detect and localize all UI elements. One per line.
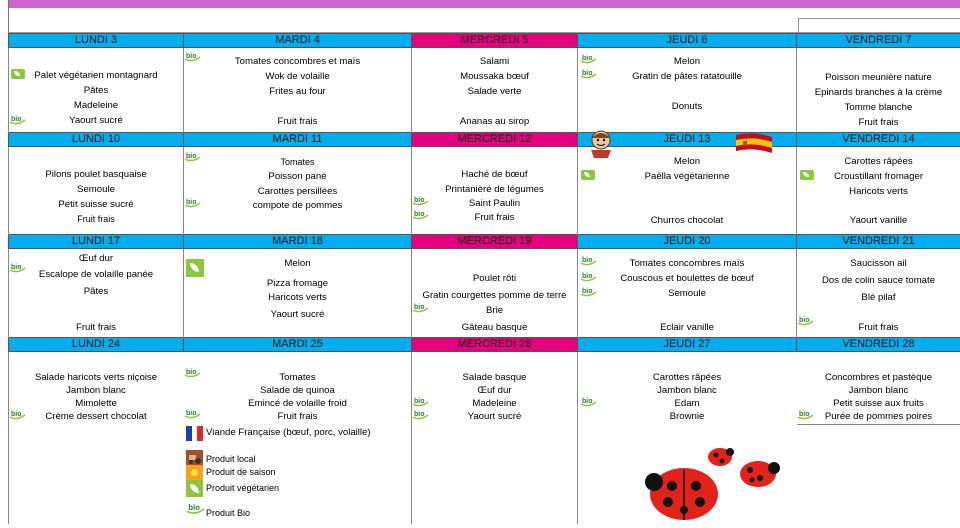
menu-item: Yaourt sucré bbox=[467, 411, 522, 422]
day-header: JEUDI 20 bbox=[578, 235, 797, 249]
menu-item: Haricots verts bbox=[268, 292, 327, 303]
menu-item: Poisson meunière nature bbox=[825, 72, 932, 83]
menu-item: Pâtes bbox=[83, 286, 109, 297]
menu-item: Fruit frais bbox=[858, 322, 899, 333]
day-header: LUNDI 10 bbox=[9, 133, 184, 147]
top-header-band bbox=[8, 0, 960, 8]
menu-item: Salami bbox=[479, 56, 510, 67]
menu-item: Tomates bbox=[280, 157, 315, 167]
svg-text:bio: bio bbox=[188, 503, 200, 513]
menu-item: Eclair vanille bbox=[660, 322, 714, 333]
day-header: MERCREDI 12 bbox=[412, 133, 578, 147]
menu-item: Saint Paulin bbox=[468, 198, 521, 209]
season-sun-icon bbox=[186, 465, 203, 480]
day-cell bbox=[412, 249, 578, 338]
day-cell bbox=[578, 147, 797, 235]
menu-item: Fruit frais bbox=[474, 212, 515, 223]
legend-local: Produit local bbox=[206, 454, 256, 464]
day-header: VENDREDI 21 bbox=[797, 235, 960, 249]
menu-item: Yaourt sucré bbox=[69, 115, 123, 126]
legend-bio: Produit Bio bbox=[206, 508, 251, 518]
menu-item: Croustillant fromager bbox=[833, 171, 924, 182]
menu-table bbox=[8, 33, 960, 524]
day-header: LUNDI 3 bbox=[9, 34, 184, 48]
day-cell bbox=[797, 147, 960, 235]
week-menu-row bbox=[9, 48, 960, 133]
svg-text:bio: bio bbox=[11, 411, 22, 418]
day-cell bbox=[184, 48, 412, 133]
menu-item: Purée de pommes poires bbox=[797, 411, 960, 425]
svg-text:bio: bio bbox=[186, 410, 197, 417]
menu-item: Escalope de volaille panée bbox=[38, 269, 154, 280]
menu-item: Pizza fromage bbox=[266, 278, 329, 289]
menu-item: Pilons poulet basquaise bbox=[45, 169, 147, 180]
menu-item: Carottes râpées bbox=[652, 372, 722, 383]
svg-text:bio: bio bbox=[414, 211, 425, 218]
mascot-icon bbox=[586, 128, 616, 158]
svg-text:bio: bio bbox=[414, 411, 425, 418]
svg-text:bio: bio bbox=[582, 273, 593, 280]
menu-item: Mimolette bbox=[75, 398, 117, 409]
menu-item: Palet végétarien montagnard bbox=[34, 70, 158, 81]
day-header: MERCREDI 19 bbox=[412, 235, 578, 249]
week-header-row bbox=[9, 133, 960, 147]
menu-item: Fruit frais bbox=[76, 322, 116, 333]
menu-item: Salade basque bbox=[462, 372, 527, 383]
menu-item: Poisson pané bbox=[268, 171, 327, 182]
menu-item: Tomme blanche bbox=[844, 102, 913, 113]
week-menu-row bbox=[9, 352, 960, 525]
menu-item: Yaourt sucré bbox=[270, 309, 325, 320]
menu-item: Salade de quinoa bbox=[260, 385, 335, 396]
day-cell bbox=[9, 249, 184, 338]
menu-item: Edam bbox=[674, 398, 700, 409]
menu-item: Dos de colin sauce tomate bbox=[821, 275, 936, 286]
day-header: MARDI 25 bbox=[184, 338, 412, 352]
svg-text:bio: bio bbox=[799, 317, 810, 324]
week-menu-row bbox=[9, 249, 960, 338]
day-header: LUNDI 17 bbox=[9, 235, 184, 249]
week-header-row bbox=[9, 338, 960, 352]
day-header: MARDI 18 bbox=[184, 235, 412, 249]
menu-item: Couscous et boulettes de bœuf bbox=[620, 273, 754, 284]
menu-item: Blé pilaf bbox=[861, 292, 896, 303]
bio-logo-icon bbox=[186, 502, 205, 515]
day-cell bbox=[9, 352, 184, 525]
menu-item: Madeleine bbox=[73, 100, 119, 111]
ladybug-illustration bbox=[636, 444, 786, 524]
day-cell bbox=[578, 249, 797, 338]
day-cell bbox=[578, 48, 797, 133]
day-cell bbox=[797, 48, 960, 133]
spanish-flag-icon bbox=[734, 133, 774, 155]
menu-item: Poulet rôti bbox=[472, 273, 517, 284]
menu-item: Fruit frais bbox=[277, 411, 318, 422]
menu-item: Madeleine bbox=[472, 398, 517, 409]
menu-item: Yaourt vanille bbox=[849, 215, 908, 226]
menu-item: Semoule bbox=[77, 184, 115, 195]
menu-item: Gratin de pâtes ratatouille bbox=[632, 71, 742, 82]
legend-season: Produit de saison bbox=[206, 467, 276, 477]
menu-item: compote de pommes bbox=[252, 200, 343, 211]
day-header: MERCREDI 5 bbox=[412, 34, 578, 48]
svg-text:bio: bio bbox=[414, 197, 425, 204]
day-cell bbox=[9, 147, 184, 235]
legend-french-meat: Viande Française (bœuf, porc, volaille) bbox=[206, 427, 371, 438]
day-cell bbox=[9, 48, 184, 133]
day-header: VENDREDI 14 bbox=[797, 133, 960, 147]
menu-item: Jambon blanc bbox=[657, 385, 717, 396]
day-header: LUNDI 24 bbox=[9, 338, 184, 352]
menu-item: Donuts bbox=[671, 101, 703, 112]
svg-text:bio: bio bbox=[414, 398, 425, 405]
left-border bbox=[8, 0, 9, 32]
menu-item: Tomates concombres maïs bbox=[629, 258, 745, 269]
day-header: VENDREDI 28 bbox=[797, 338, 960, 352]
day-header: MARDI 11 bbox=[184, 133, 412, 147]
week-header-row bbox=[9, 235, 960, 249]
day-header: JEUDI 27 bbox=[578, 338, 797, 352]
day-header: JEUDI 6 bbox=[578, 34, 797, 48]
menu-item: Paëlla végétarienne bbox=[644, 171, 730, 182]
svg-text:bio: bio bbox=[582, 70, 593, 77]
day-cell bbox=[797, 352, 960, 525]
local-product-icon bbox=[186, 450, 203, 465]
svg-text:bio: bio bbox=[582, 398, 593, 405]
day-cell bbox=[412, 147, 578, 235]
menu-item: Saucisson ail bbox=[850, 258, 907, 269]
menu-item: Gâteau basque bbox=[461, 322, 528, 333]
menu-item: Gratin courgettes pomme de terre bbox=[422, 290, 567, 301]
top-right-box bbox=[798, 18, 960, 33]
svg-text:bio: bio bbox=[799, 411, 810, 418]
menu-item: Carottes persillées bbox=[257, 186, 338, 197]
menu-item: Œuf dur bbox=[78, 253, 114, 264]
menu-item: Haricots verts bbox=[849, 186, 908, 197]
menu-item: Petit suisse sucré bbox=[58, 199, 134, 210]
menu-item: Melon bbox=[284, 258, 311, 269]
day-cell bbox=[412, 352, 578, 525]
week-menu-row bbox=[9, 147, 960, 235]
menu-item: Tomates bbox=[279, 372, 316, 383]
menu-item: Moussaka bœuf bbox=[460, 71, 529, 82]
svg-text:bio: bio bbox=[582, 257, 593, 264]
menu-item: Petit suisse aux fruits bbox=[833, 398, 924, 409]
menu-item: Tomates concombres et maïs bbox=[234, 56, 361, 67]
menu-item: Salade haricots verts niçoise bbox=[34, 372, 158, 383]
svg-text:bio: bio bbox=[186, 153, 197, 160]
day-cell bbox=[184, 147, 412, 235]
menu-item: Haché de bœuf bbox=[461, 169, 528, 180]
menu-item: Brownie bbox=[669, 411, 705, 422]
menu-item: Carottes râpées bbox=[844, 156, 913, 167]
menu-item: Fruit frais bbox=[77, 214, 115, 224]
menu-item: Fruit frais bbox=[277, 116, 318, 127]
vegetarian-leaf-icon bbox=[186, 480, 203, 497]
day-header: MARDI 4 bbox=[184, 34, 412, 48]
day-header: VENDREDI 7 bbox=[797, 34, 960, 48]
menu-item: Salade verte bbox=[467, 86, 522, 97]
day-cell bbox=[797, 249, 960, 338]
svg-text:bio: bio bbox=[11, 116, 22, 123]
svg-text:bio: bio bbox=[582, 55, 593, 62]
svg-text:bio: bio bbox=[186, 53, 197, 60]
day-cell bbox=[184, 352, 412, 525]
menu-item: Œuf dur bbox=[477, 385, 512, 396]
week-header-row bbox=[9, 34, 960, 48]
menu-item: Concombres et pastèque bbox=[824, 372, 933, 383]
menu-item: Crème dessert chocolat bbox=[45, 411, 147, 422]
menu-item: Melon bbox=[673, 156, 701, 167]
menu-item: Churros chocolat bbox=[650, 215, 724, 226]
menu-item: Melon bbox=[673, 56, 701, 67]
menu-item: Ananas au sirop bbox=[459, 116, 530, 127]
menu-item: Jambon blanc bbox=[66, 385, 126, 396]
menu-item: Jambon blanc bbox=[848, 385, 909, 396]
day-cell bbox=[184, 249, 412, 338]
svg-text:bio: bio bbox=[582, 288, 593, 295]
menu-item: Fruit frais bbox=[858, 117, 899, 128]
menu-item: Epinards branches à la crème bbox=[814, 87, 943, 98]
menu-item: Pâtes bbox=[83, 85, 109, 96]
svg-text:bio: bio bbox=[11, 264, 22, 271]
menu-item: Wok de volaille bbox=[265, 71, 330, 82]
day-header: JEUDI 13 bbox=[578, 133, 797, 147]
svg-text:bio: bio bbox=[186, 369, 197, 376]
menu-item: Brie bbox=[485, 305, 504, 316]
day-cell bbox=[578, 352, 797, 525]
day-header: MERCREDI 26 bbox=[412, 338, 578, 352]
menu-item: Frites au four bbox=[269, 86, 326, 97]
day-cell bbox=[412, 48, 578, 133]
menu-item: Emincé de volaille froid bbox=[248, 398, 347, 409]
french-flag-icon bbox=[186, 426, 203, 441]
menu-item: Printanière de légumes bbox=[445, 184, 544, 195]
menu-item: Semoule bbox=[668, 288, 706, 299]
svg-text:bio: bio bbox=[414, 304, 425, 311]
legend-veg: Produit végétarien bbox=[206, 483, 280, 493]
svg-text:bio: bio bbox=[186, 199, 197, 206]
